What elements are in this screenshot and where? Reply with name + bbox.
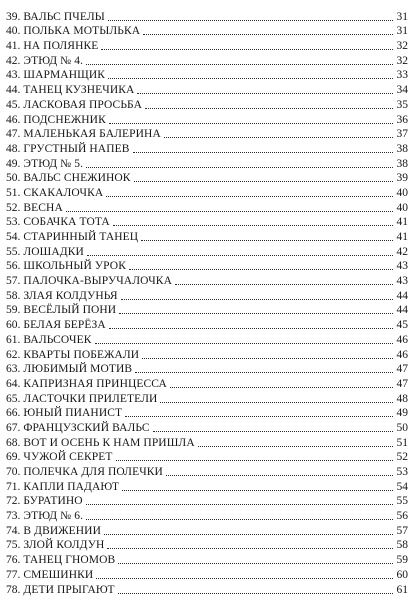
entry-title: КАПЛИ ПАДАЮТ	[23, 480, 120, 493]
dot-leader	[118, 563, 393, 564]
entry-title: ВАЛЬС СНЕЖИНОК	[23, 172, 131, 185]
entry-number: 56.	[6, 260, 21, 273]
dot-leader	[137, 93, 393, 94]
entry-title: В ДВИЖЕНИИ	[23, 524, 101, 537]
entry-number: 52.	[6, 201, 21, 214]
entry-page-number: 41	[396, 231, 408, 243]
entry-title: БЕЛАЯ БЕРЁЗА	[23, 319, 106, 332]
dot-leader	[170, 387, 393, 388]
dot-leader	[135, 372, 393, 373]
entry-number: 54.	[6, 231, 21, 243]
entry-title: НА ПОЛЯНКЕ	[23, 40, 99, 53]
dot-leader	[166, 475, 393, 476]
dot-leader	[164, 137, 393, 138]
entry-page-number: 31	[396, 25, 408, 38]
entry-number: 67.	[6, 421, 21, 434]
entry-title: ПАЛОЧКА-ВЫРУЧАЛОЧКА	[23, 275, 172, 288]
dot-leader	[116, 460, 393, 461]
entry-number: 41.	[6, 40, 21, 53]
entry-page-number: 40	[396, 186, 408, 199]
toc-entry	[6, 24, 408, 39]
entry-number: 71.	[6, 480, 21, 493]
toc-entry	[6, 479, 408, 494]
toc-entry	[6, 317, 408, 332]
entry-title: ДЕТИ ПРЫГАЮТ	[23, 583, 115, 596]
entry-number: 55.	[6, 245, 21, 258]
dot-leader	[113, 225, 393, 226]
entry-title: ВАЛЬС ПЧЕЛЫ	[23, 10, 105, 23]
entry-page-number: 34	[396, 84, 408, 97]
entry-page-number: 44	[396, 289, 408, 302]
dot-leader	[108, 20, 393, 21]
entry-number: 59.	[6, 304, 21, 317]
toc-entry	[6, 420, 408, 435]
toc-entry	[6, 171, 408, 186]
entry-title: ТАНЕЦ КУЗНЕЧИКА	[23, 84, 135, 97]
entry-number: 46.	[6, 113, 21, 126]
dot-leader	[121, 299, 393, 300]
toc-entry	[6, 435, 408, 450]
entry-page-number: 47	[396, 363, 408, 376]
entry-title: БУРАТИНО	[23, 495, 83, 508]
entry-title: ТАНЕЦ ГНОМОВ	[23, 554, 116, 567]
toc-entry	[6, 141, 408, 156]
dot-leader	[109, 328, 393, 329]
entry-title: СТАРИННЫЙ ТАНЕЦ	[23, 231, 139, 243]
entry-title: ЛАСТОЧКИ ПРИЛЕТЕЛИ	[23, 392, 158, 405]
entry-title: ШАРМАНЩИК	[23, 69, 105, 82]
toc-entry	[6, 288, 408, 303]
entry-title: ГРУСТНЫЙ НАПЕВ	[23, 142, 130, 155]
dot-leader	[118, 593, 393, 594]
entry-number: 53.	[6, 216, 21, 229]
entry-number: 45.	[6, 98, 21, 111]
entry-number: 73.	[6, 510, 21, 523]
entry-title: КВАРТЫ ПОБЕЖАЛИ	[23, 348, 140, 361]
entry-page-number: 43	[396, 260, 408, 273]
entry-page-number: 57	[396, 524, 408, 537]
toc-entry	[6, 273, 408, 288]
dot-leader	[106, 196, 393, 197]
entry-title: ПОЛЬКА МОТЫЛЬКА	[23, 25, 141, 38]
toc-entry	[6, 259, 408, 274]
toc-entry	[6, 9, 408, 24]
dot-leader	[133, 152, 394, 153]
entry-page-number: 53	[396, 466, 408, 478]
dot-leader	[122, 490, 393, 491]
dot-leader	[142, 358, 393, 359]
toc-entry	[6, 362, 408, 377]
entry-number: 44.	[6, 84, 21, 97]
entry-page-number: 52	[396, 451, 408, 464]
toc-entry	[6, 215, 408, 230]
dot-leader	[125, 416, 393, 417]
entry-page-number: 48	[396, 392, 408, 405]
toc-entry	[6, 156, 408, 171]
entry-number: 60.	[6, 319, 21, 332]
entry-number: 39.	[6, 10, 21, 23]
entry-title: СКАКАЛОЧКА	[23, 186, 104, 199]
entry-number: 43.	[6, 69, 21, 82]
entry-page-number: 61	[396, 583, 408, 596]
entry-number: 75.	[6, 539, 21, 552]
entry-number: 58.	[6, 289, 21, 302]
toc-entry	[6, 68, 408, 83]
entry-page-number: 40	[396, 201, 408, 214]
dot-leader	[160, 402, 393, 403]
entry-number: 68.	[6, 436, 21, 449]
entry-number: 49.	[6, 157, 21, 170]
toc-entry	[6, 347, 408, 362]
toc-entry	[6, 82, 408, 97]
entry-page-number: 59	[396, 554, 408, 567]
dot-leader	[145, 108, 393, 109]
entry-title: КАПРИЗНАЯ ПРИНЦЕССА	[23, 377, 167, 390]
entry-number: 77.	[6, 568, 21, 581]
entry-page-number: 50	[396, 421, 408, 434]
entry-page-number: 32	[396, 54, 408, 67]
entry-page-number: 60	[396, 568, 408, 581]
dot-leader	[134, 181, 393, 182]
entry-page-number: 35	[396, 98, 408, 111]
entry-page-number: 41	[396, 216, 408, 229]
entry-title: ЭТЮД № 4.	[23, 54, 84, 67]
dot-leader	[109, 123, 393, 124]
toc-entry	[6, 494, 408, 509]
entry-page-number: 55	[396, 495, 408, 508]
entry-title: ЧУЖОЙ СЕКРЕТ	[23, 451, 113, 464]
dot-leader	[86, 504, 393, 505]
entry-number: 48.	[6, 142, 21, 155]
entry-page-number: 51	[396, 436, 408, 449]
entry-title: ЭТЮД № 6.	[23, 510, 84, 523]
dot-leader	[96, 578, 393, 579]
entry-page-number: 46	[396, 348, 408, 361]
dot-leader	[143, 34, 393, 35]
entry-title: ЛЮБИМЫЙ МОТИВ	[23, 363, 133, 376]
toc-entry	[6, 112, 408, 127]
entry-title: ЭТЮД № 5.	[23, 157, 84, 170]
dot-leader	[101, 49, 393, 50]
toc-entry	[6, 391, 408, 406]
entry-page-number: 38	[396, 157, 408, 170]
entry-number: 72.	[6, 495, 21, 508]
entry-number: 47.	[6, 128, 21, 141]
entry-page-number: 47	[396, 377, 408, 390]
toc-entry	[6, 552, 408, 567]
dot-leader	[107, 548, 393, 549]
entry-title: СМЕШИНКИ	[23, 568, 94, 581]
entry-page-number: 56	[396, 510, 408, 523]
entry-page-number: 32	[396, 40, 408, 53]
dot-leader	[86, 167, 393, 168]
dot-leader	[66, 211, 393, 212]
dot-leader	[86, 64, 393, 65]
toc-entry	[6, 567, 408, 582]
dot-leader	[86, 519, 393, 520]
entry-number: 64.	[6, 377, 21, 390]
entry-number: 62.	[6, 348, 21, 361]
dot-leader	[95, 343, 393, 344]
entry-title: ФРАНЦУЗСКИЙ ВАЛЬС	[23, 421, 150, 434]
toc-entry	[6, 303, 408, 318]
entry-title: ЮНЫЙ ПИАНИСТ	[23, 407, 123, 420]
toc-entry	[6, 200, 408, 215]
entry-number: 51.	[6, 186, 21, 199]
toc-entry	[6, 464, 408, 479]
entry-number: 66.	[6, 407, 21, 420]
entry-title: ВЕСЁЛЫЙ ПОНИ	[23, 304, 117, 317]
entry-title: МАЛЕНЬКАЯ БАЛЕРИНА	[23, 128, 161, 141]
entry-number: 63.	[6, 363, 21, 376]
toc-entry	[6, 582, 408, 597]
entry-title: ЛОШАДКИ	[23, 245, 84, 258]
entry-number: 65.	[6, 392, 21, 405]
entry-title: ПОЛЕЧКА ДЛЯ ПОЛЕЧКИ	[23, 466, 163, 478]
entry-page-number: 31	[396, 10, 408, 23]
entry-number: 70.	[6, 466, 21, 478]
toc-entry	[6, 508, 408, 523]
entry-number: 69.	[6, 451, 21, 464]
toc-entry	[6, 332, 408, 347]
entry-page-number: 58	[396, 539, 408, 552]
toc-entry	[6, 450, 408, 465]
dot-leader	[104, 534, 393, 535]
entry-title: ЛАСКОВАЯ ПРОСЬБА	[23, 98, 142, 111]
dot-leader	[129, 269, 393, 270]
entry-number: 57.	[6, 275, 21, 288]
entry-page-number: 45	[396, 319, 408, 332]
dot-leader	[108, 78, 393, 79]
entry-number: 61.	[6, 333, 21, 346]
dot-leader	[87, 255, 393, 256]
toc-entry	[6, 97, 408, 112]
entry-number: 50.	[6, 172, 21, 185]
entry-title: ВЕСНА	[23, 201, 63, 214]
entry-title: ПОДСНЕЖНИК	[23, 113, 106, 126]
entry-title: ВОТ И ОСЕНЬ К НАМ ПРИШЛА	[23, 436, 195, 449]
entry-page-number: 39	[396, 172, 408, 185]
entry-page-number: 43	[396, 275, 408, 288]
entry-page-number: 38	[396, 142, 408, 155]
dot-leader	[141, 240, 393, 241]
entry-title: ЗЛОЙ КОЛДУН	[23, 539, 105, 552]
entry-title: ЗЛАЯ КОЛДУНЬЯ	[23, 289, 118, 302]
toc-entry	[6, 538, 408, 553]
toc-entry	[6, 376, 408, 391]
entry-page-number: 54	[396, 480, 408, 493]
dot-leader	[153, 431, 393, 432]
entry-page-number: 46	[396, 333, 408, 346]
entry-number: 40.	[6, 25, 21, 38]
entry-number: 74.	[6, 524, 21, 537]
table-of-contents	[6, 9, 408, 597]
toc-entry	[6, 523, 408, 538]
entry-page-number: 49	[396, 407, 408, 420]
entry-title: ВАЛЬСОЧЕК	[23, 333, 92, 346]
entry-page-number: 44	[396, 304, 408, 317]
dot-leader	[175, 284, 393, 285]
toc-entry	[6, 244, 408, 259]
entry-number: 76.	[6, 554, 21, 567]
toc-entry	[6, 406, 408, 421]
entry-title: ШКОЛЬНЫЙ УРОК	[23, 260, 126, 273]
entry-page-number: 42	[396, 245, 408, 258]
entry-number: 78.	[6, 583, 21, 596]
entry-page-number: 37	[396, 128, 408, 141]
toc-entry	[6, 185, 408, 200]
entry-page-number: 33	[396, 69, 408, 82]
dot-leader	[119, 313, 393, 314]
toc-entry	[6, 53, 408, 68]
toc-entry	[6, 229, 408, 244]
entry-number: 42.	[6, 54, 21, 67]
dot-leader	[198, 446, 393, 447]
entry-page-number: 36	[396, 113, 408, 126]
toc-entry	[6, 127, 408, 142]
entry-title: СОБАЧКА ТОТА	[23, 216, 110, 229]
toc-entry	[6, 38, 408, 53]
